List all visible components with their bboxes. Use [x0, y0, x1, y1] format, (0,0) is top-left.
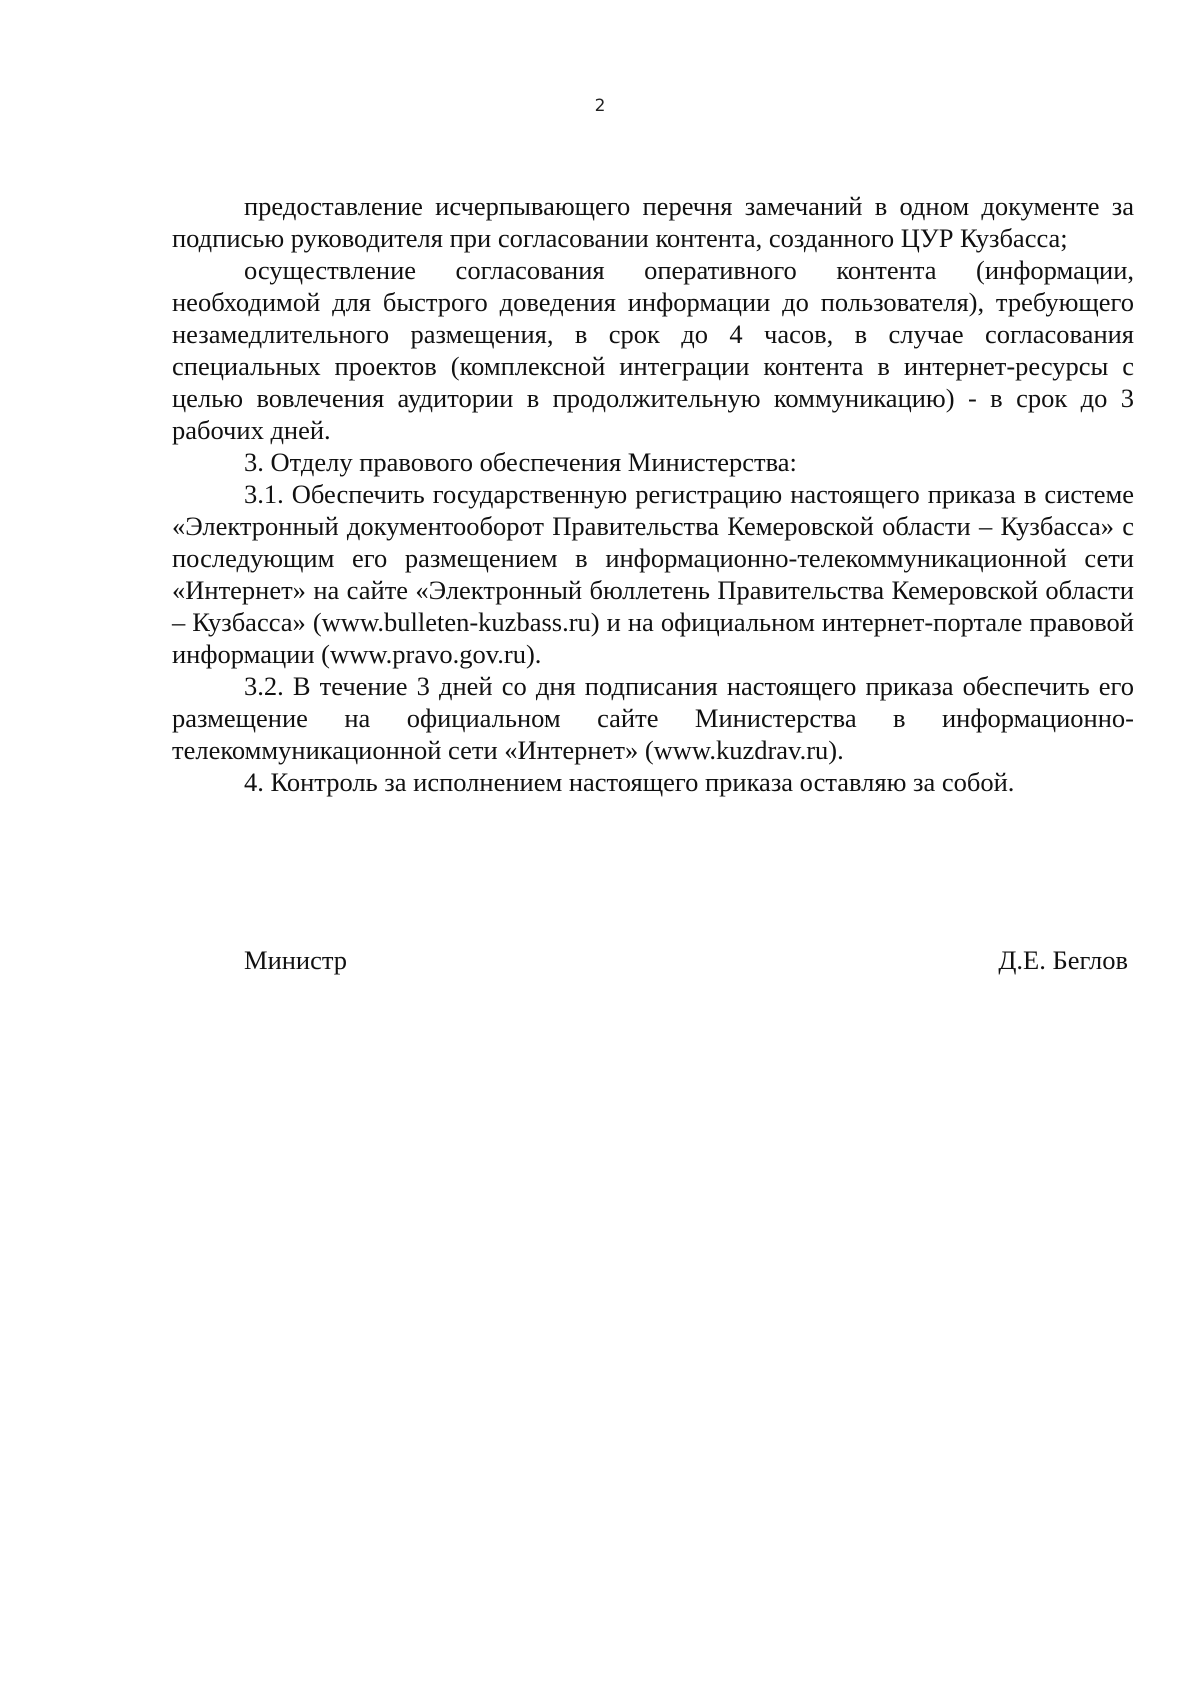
signature-block	[244, 944, 1128, 980]
page-number: 2	[594, 96, 606, 116]
paragraph-registration: 3.1. Обеспечить государственную регистрацию настоящего приказа в системе «Электронный документооборот Правительства Кемеровской области – Кузбасса» с последующим его размещением в информационно-телекоммуникационной сети «Интернет» на сайте «Электронный бюллетень Правительства Кемеровской области – Кузбасса» (www.bulleten-kuzbass.ru) и на официальном интернет-портале правовой информации (www.pravo.gov.ru).	[172, 479, 1134, 669]
signatory-name: Д.Е. Беглов	[998, 945, 1128, 975]
signatory-title: Министр	[244, 945, 348, 975]
paragraph-remarks: предоставление исчерпывающего перечня замечаний в одном документе за подписью руководителя при согласовании контента, созданного ЦУР Кузбасса;	[172, 191, 1134, 253]
paragraph-legal-department: 3. Отделу правового обеспечения Министерства:	[244, 447, 797, 477]
paragraph-operational-content: осуществление согласования оперативного контента (информации, необходимой для быстрого доведения информации до пользователя), требующего незамедлительного размещения, в срок до 4 часов, в случае согласования специальных проектов (комплексной интеграции контента в интернет-ресурсы с целью вовлечения аудитории в продолжительную коммуникацию) - в срок до 3 рабочих дней.	[172, 255, 1134, 445]
paragraph-website-publication: 3.2. В течение 3 дней со дня подписания настоящего приказа обеспечить его размещение на официальном сайте Министерства в информационно-телекоммуникационной сети «Интернет» (www.kuzdrav.ru).	[172, 671, 1134, 765]
paragraph-control: 4. Контроль за исполнением настоящего приказа оставляю за собой.	[244, 767, 1015, 797]
document-body	[172, 190, 1134, 798]
